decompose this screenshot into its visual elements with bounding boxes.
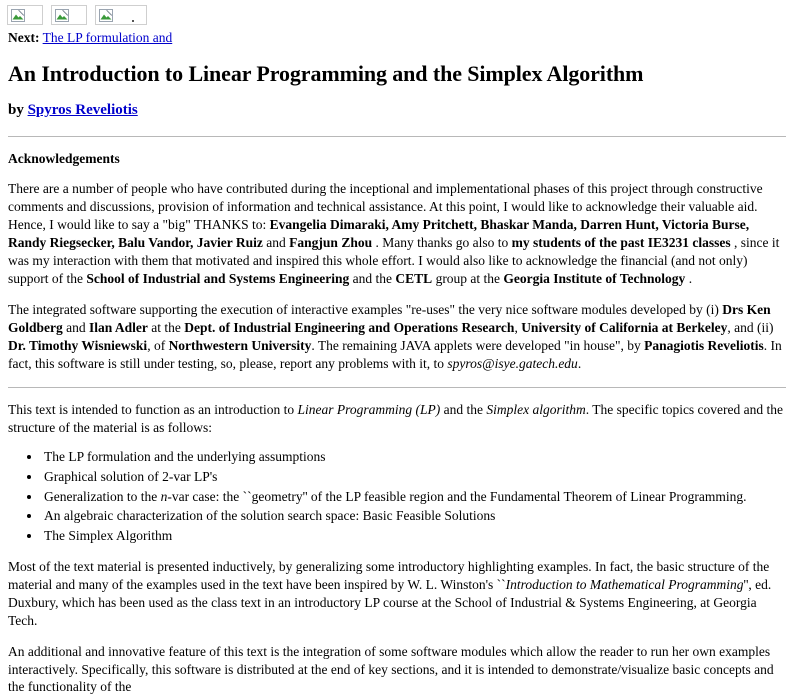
list-item — [42, 448, 788, 466]
ack-p1-text3: . Many thanks go also to — [372, 234, 512, 250]
ack-p1-text4: , since it was my interaction with them that motivated and inspired this whole effort. I would also like to acknowledge the financial (and not only) support of the — [8, 234, 780, 286]
intro-p1-text2: and the — [440, 402, 487, 418]
author-link[interactable]: Spyros Reveliotis — [27, 101, 138, 118]
intro-paragraph-2 — [8, 558, 786, 630]
divider-top — [8, 136, 786, 137]
list-item — [42, 507, 788, 525]
ack-p2-text6: , of — [147, 337, 169, 353]
broken-image-contents-icon[interactable] — [95, 5, 147, 25]
topic-label: An algebraic characterization of the solution search space: Basic Feasible Solutions — [44, 508, 496, 524]
next-label: Next: — [8, 30, 40, 45]
ack-p1-text2: and — [262, 234, 290, 250]
ack-students: my students of the past IE3231 classes — [511, 234, 731, 250]
ack-p1-text5: and the — [349, 270, 396, 286]
ack-p2-text2: and — [62, 319, 90, 335]
section-heading-acknowledgements: Acknowledgements — [8, 150, 120, 166]
byline — [8, 101, 788, 121]
ack-dept: Dept. of Industrial Engineering and Operations Research — [184, 319, 515, 335]
broken-image-up-icon[interactable] — [51, 5, 87, 25]
trailing-dot-mark — [132, 20, 134, 22]
ack-institute: Georgia Institute of Technology — [503, 270, 686, 286]
ack-school: School of Industrial and Systems Engineering — [86, 270, 350, 286]
byline-prefix: by — [8, 101, 24, 118]
topic-label: The LP formulation and the underlying assumptions — [44, 449, 326, 465]
ack-p2-text1: The integrated software supporting the execution of interactive examples "re-uses" the very nice software modules developed by (i) — [8, 301, 723, 317]
topic-variable-n: n — [160, 488, 168, 504]
ack-goldberg: Drs Ken Goldberg — [8, 301, 771, 335]
ack-p2-text7: . The remaining JAVA applets were developed "in house", by — [311, 337, 645, 353]
ack-names-2: Fangjun Zhou — [289, 234, 373, 250]
next-link[interactable]: The LP formulation and — [42, 30, 173, 45]
ack-p1-text7: . — [685, 270, 693, 286]
page-title: An Introduction to Linear Programming and the Simplex Algorithm — [8, 60, 644, 86]
ack-panagiotis: Panagiotis Reveliotis — [644, 337, 764, 353]
ack-p1-text6: group at the — [432, 270, 504, 286]
topic-label-post: -var case: the ``geometry'' of the LP feasible region and the Fundamental Theorem of Linear Programming. — [167, 488, 747, 504]
ack-northwestern: Northwestern University — [168, 337, 312, 353]
book-title: Introduction to Mathematical Programming — [505, 576, 744, 592]
acknowledgements-paragraph-2 — [8, 301, 786, 373]
contact-email: spyros@isye.gatech.edu — [447, 355, 578, 371]
ack-wisniewski: Dr. Timothy Wisniewski — [8, 337, 148, 353]
ack-cetl: CETL — [395, 270, 433, 286]
broken-image-next-icon[interactable] — [7, 5, 43, 25]
list-item — [42, 468, 788, 486]
ack-p2-text8: . In fact, this software is still under testing, so, please, report any problems with it, to — [8, 337, 782, 371]
acknowledgements-paragraph-1 — [8, 180, 786, 288]
ack-p2-text5: , and (ii) — [727, 319, 774, 335]
topics-list — [6, 448, 788, 544]
intro-p2-text1: Most of the text material is presented inductively, by generalizing some introductory highlighting examples. In fact, the basic structure of the material and many of the examples used in the text have been inspired by W. L. Winston's `` — [8, 558, 770, 592]
topic-label: Graphical solution of 2-var LP's — [44, 468, 218, 484]
ack-p2-text4: , — [514, 319, 522, 335]
ack-p1-text1: There are a number of people who have contributed during the inceptional and implementational phases of this project through constructive comments and discussions, provision of information and technical assistance. At this point, I would like to acknowledge their valuable aid. Hence, I would like to say a "big" THANKS to: — [8, 180, 763, 232]
intro-p1-text1: This text is intended to function as an introduction to — [8, 402, 298, 418]
navigation-image-row — [7, 5, 788, 25]
intro-p2-text2: '', ed. Duxbury, which has been used as the class text in an introductory LP course at the School of Industrial & Systems Engineering, at Georgia Tech. — [8, 576, 772, 628]
ack-p2-text3: at the — [147, 319, 185, 335]
next-navigation-line — [8, 29, 788, 47]
intro-paragraph-1 — [8, 401, 786, 437]
list-item — [42, 527, 788, 545]
ack-adler: Ilan Adler — [89, 319, 148, 335]
divider-middle — [8, 387, 786, 388]
topic-label-pre: Generalization to the — [44, 488, 161, 504]
intro-paragraph-3: An additional and innovative feature of this text is the integration of some software modules which allow the reader to run her own examples interactively. Specifically, this software is distributed at the end of key sections, and it is intended to demonstrate/visualize basic concepts and the functionality of the — [8, 643, 774, 695]
term-linear-programming: Linear Programming (LP) — [297, 402, 441, 418]
ack-p2-text9: . — [577, 355, 582, 371]
list-item — [42, 488, 788, 506]
ack-names-1: Evangelia Dimaraki, Amy Pritchett, Bhaskar Manda, Darren Hunt, Victoria Burse, Randy Riegsecker, Balu Vandor, Javier Ruiz — [8, 216, 750, 250]
term-simplex-algorithm: Simplex algorithm — [486, 402, 586, 418]
intro-p1-text3: . The specific topics covered and the structure of the material is as follows: — [8, 402, 784, 436]
topic-label: The Simplex Algorithm — [44, 527, 173, 543]
ack-berkeley: University of California at Berkeley — [521, 319, 728, 335]
